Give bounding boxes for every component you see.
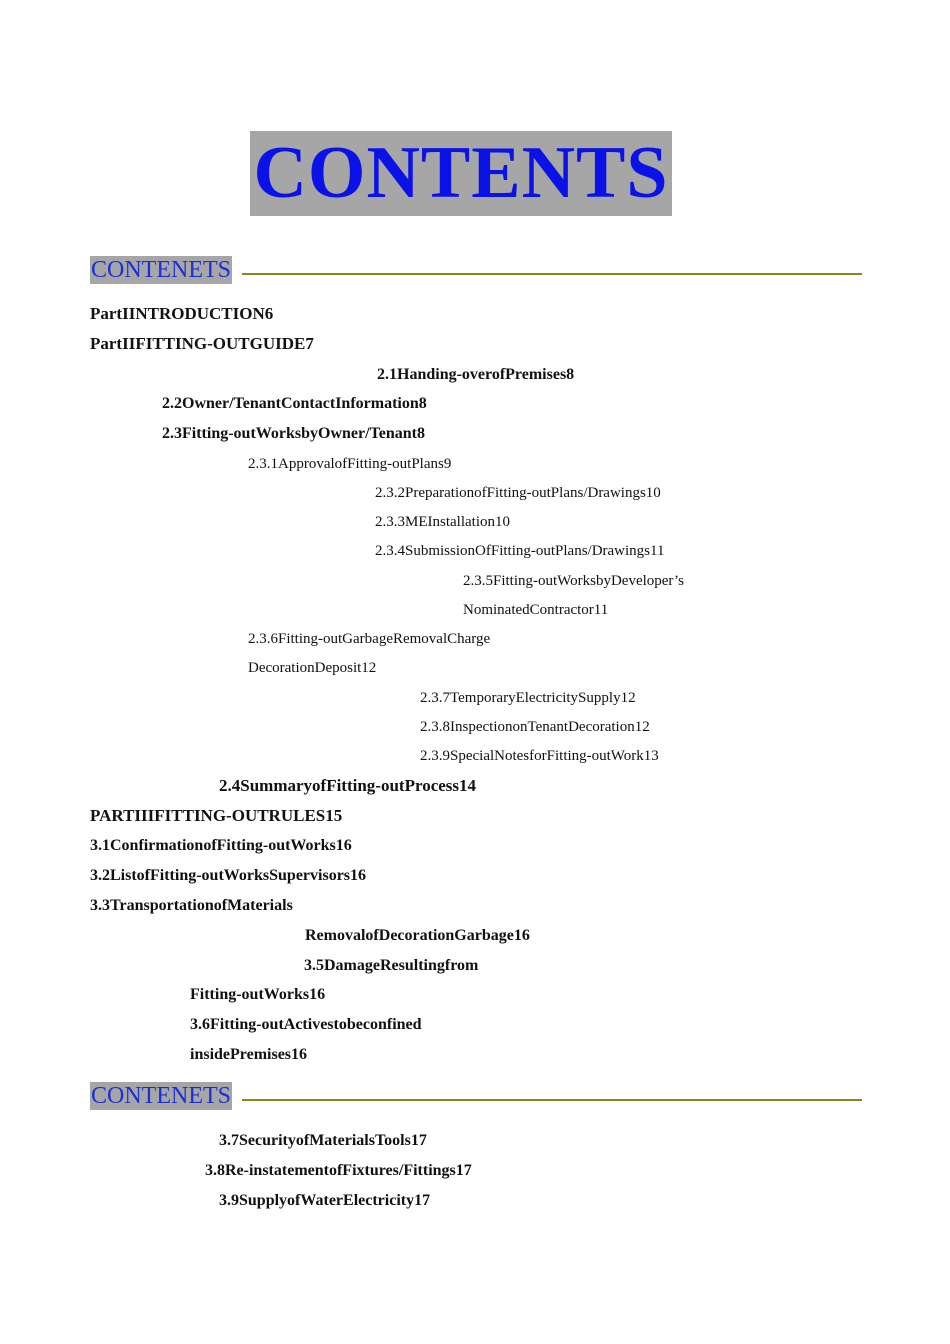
toc-entry-2-3-6-cont[interactable]: DecorationDeposit12 [248, 660, 377, 676]
toc-entry-2-3-7[interactable]: 2.3.7TemporaryElectricitySupply12 [420, 690, 636, 706]
section-header [90, 1082, 862, 1114]
toc-entry-2-3-4[interactable]: 2.3.4SubmissionOfFitting-outPlans/Drawings11 [375, 543, 665, 559]
section-header-label: CONTENETS [91, 1083, 231, 1109]
toc-entry-3-6[interactable]: 3.6Fitting-outActivestobeconfined [190, 1016, 422, 1033]
toc-entry-3-7[interactable]: 3.7SecurityofMaterialsTools17 [219, 1132, 427, 1149]
section-header-rule [242, 1099, 862, 1101]
toc-entry-2-3-1[interactable]: 2.3.1ApprovalofFitting-outPlans9 [248, 456, 452, 472]
toc-entry-2-3-3[interactable]: 2.3.3MEInstallation10 [375, 514, 510, 530]
toc-entry-2-3[interactable]: 2.3Fitting-outWorksbyOwner/Tenant8 [162, 425, 425, 442]
toc-entry-2-3-2[interactable]: 2.3.2PreparationofFitting-outPlans/Drawings10 [375, 485, 661, 501]
toc-entry-3-2[interactable]: 3.2ListofFitting-outWorksSupervisors16 [90, 867, 367, 884]
toc-entry-part3[interactable]: PARTIIIFITTING-OUTRULES15 [90, 806, 343, 825]
toc-entry-3-3[interactable]: 3.3TransportationofMaterials [90, 897, 293, 914]
toc-entry-part2[interactable]: PartIIFITTING-OUTGUIDE7 [90, 334, 314, 353]
toc-entry-2-3-8[interactable]: 2.3.8InspectiononTenantDecoration12 [420, 719, 650, 735]
toc-entry-3-1[interactable]: 3.1ConfirmationofFitting-outWorks16 [90, 837, 352, 854]
toc-entry-3-5-cont[interactable]: Fitting-outWorks16 [190, 986, 326, 1003]
section-header-label: CONTENETS [91, 257, 231, 283]
toc-entry-3-8[interactable]: 3.8Re-instatementofFixtures/Fittings17 [205, 1162, 472, 1179]
toc-entry-2-3-5[interactable]: 2.3.5Fitting-outWorksbyDeveloper’s [463, 573, 684, 589]
toc-entry-3-6-cont[interactable]: insidePremises16 [190, 1046, 308, 1063]
toc-entry-3-5[interactable]: 3.5DamageResultingfrom [304, 957, 479, 974]
toc-entry-2-3-5-cont[interactable]: NominatedContractor11 [463, 602, 609, 618]
section-header-rule [242, 273, 862, 275]
toc-entry-3-9[interactable]: 3.9SupplyofWaterElectricity17 [219, 1192, 431, 1209]
toc-entry-2-3-6[interactable]: 2.3.6Fitting-outGarbageRemovalCharge [248, 631, 491, 647]
page-title: CONTENTS [250, 131, 672, 216]
toc-entry-2-2[interactable]: 2.2Owner/TenantContactInformation8 [162, 395, 427, 412]
toc-entry-part1[interactable]: PartIINTRODUCTION6 [90, 304, 274, 323]
toc-entry-3-4[interactable]: RemovalofDecorationGarbage16 [305, 927, 530, 944]
toc-entry-2-1[interactable]: 2.1Handing-overofPremises8 [377, 366, 575, 383]
toc-entry-2-3-9[interactable]: 2.3.9SpecialNotesforFitting-outWork13 [420, 748, 659, 764]
section-header [90, 256, 862, 288]
toc-entry-2-4[interactable]: 2.4SummaryofFitting-outProcess14 [219, 776, 477, 795]
